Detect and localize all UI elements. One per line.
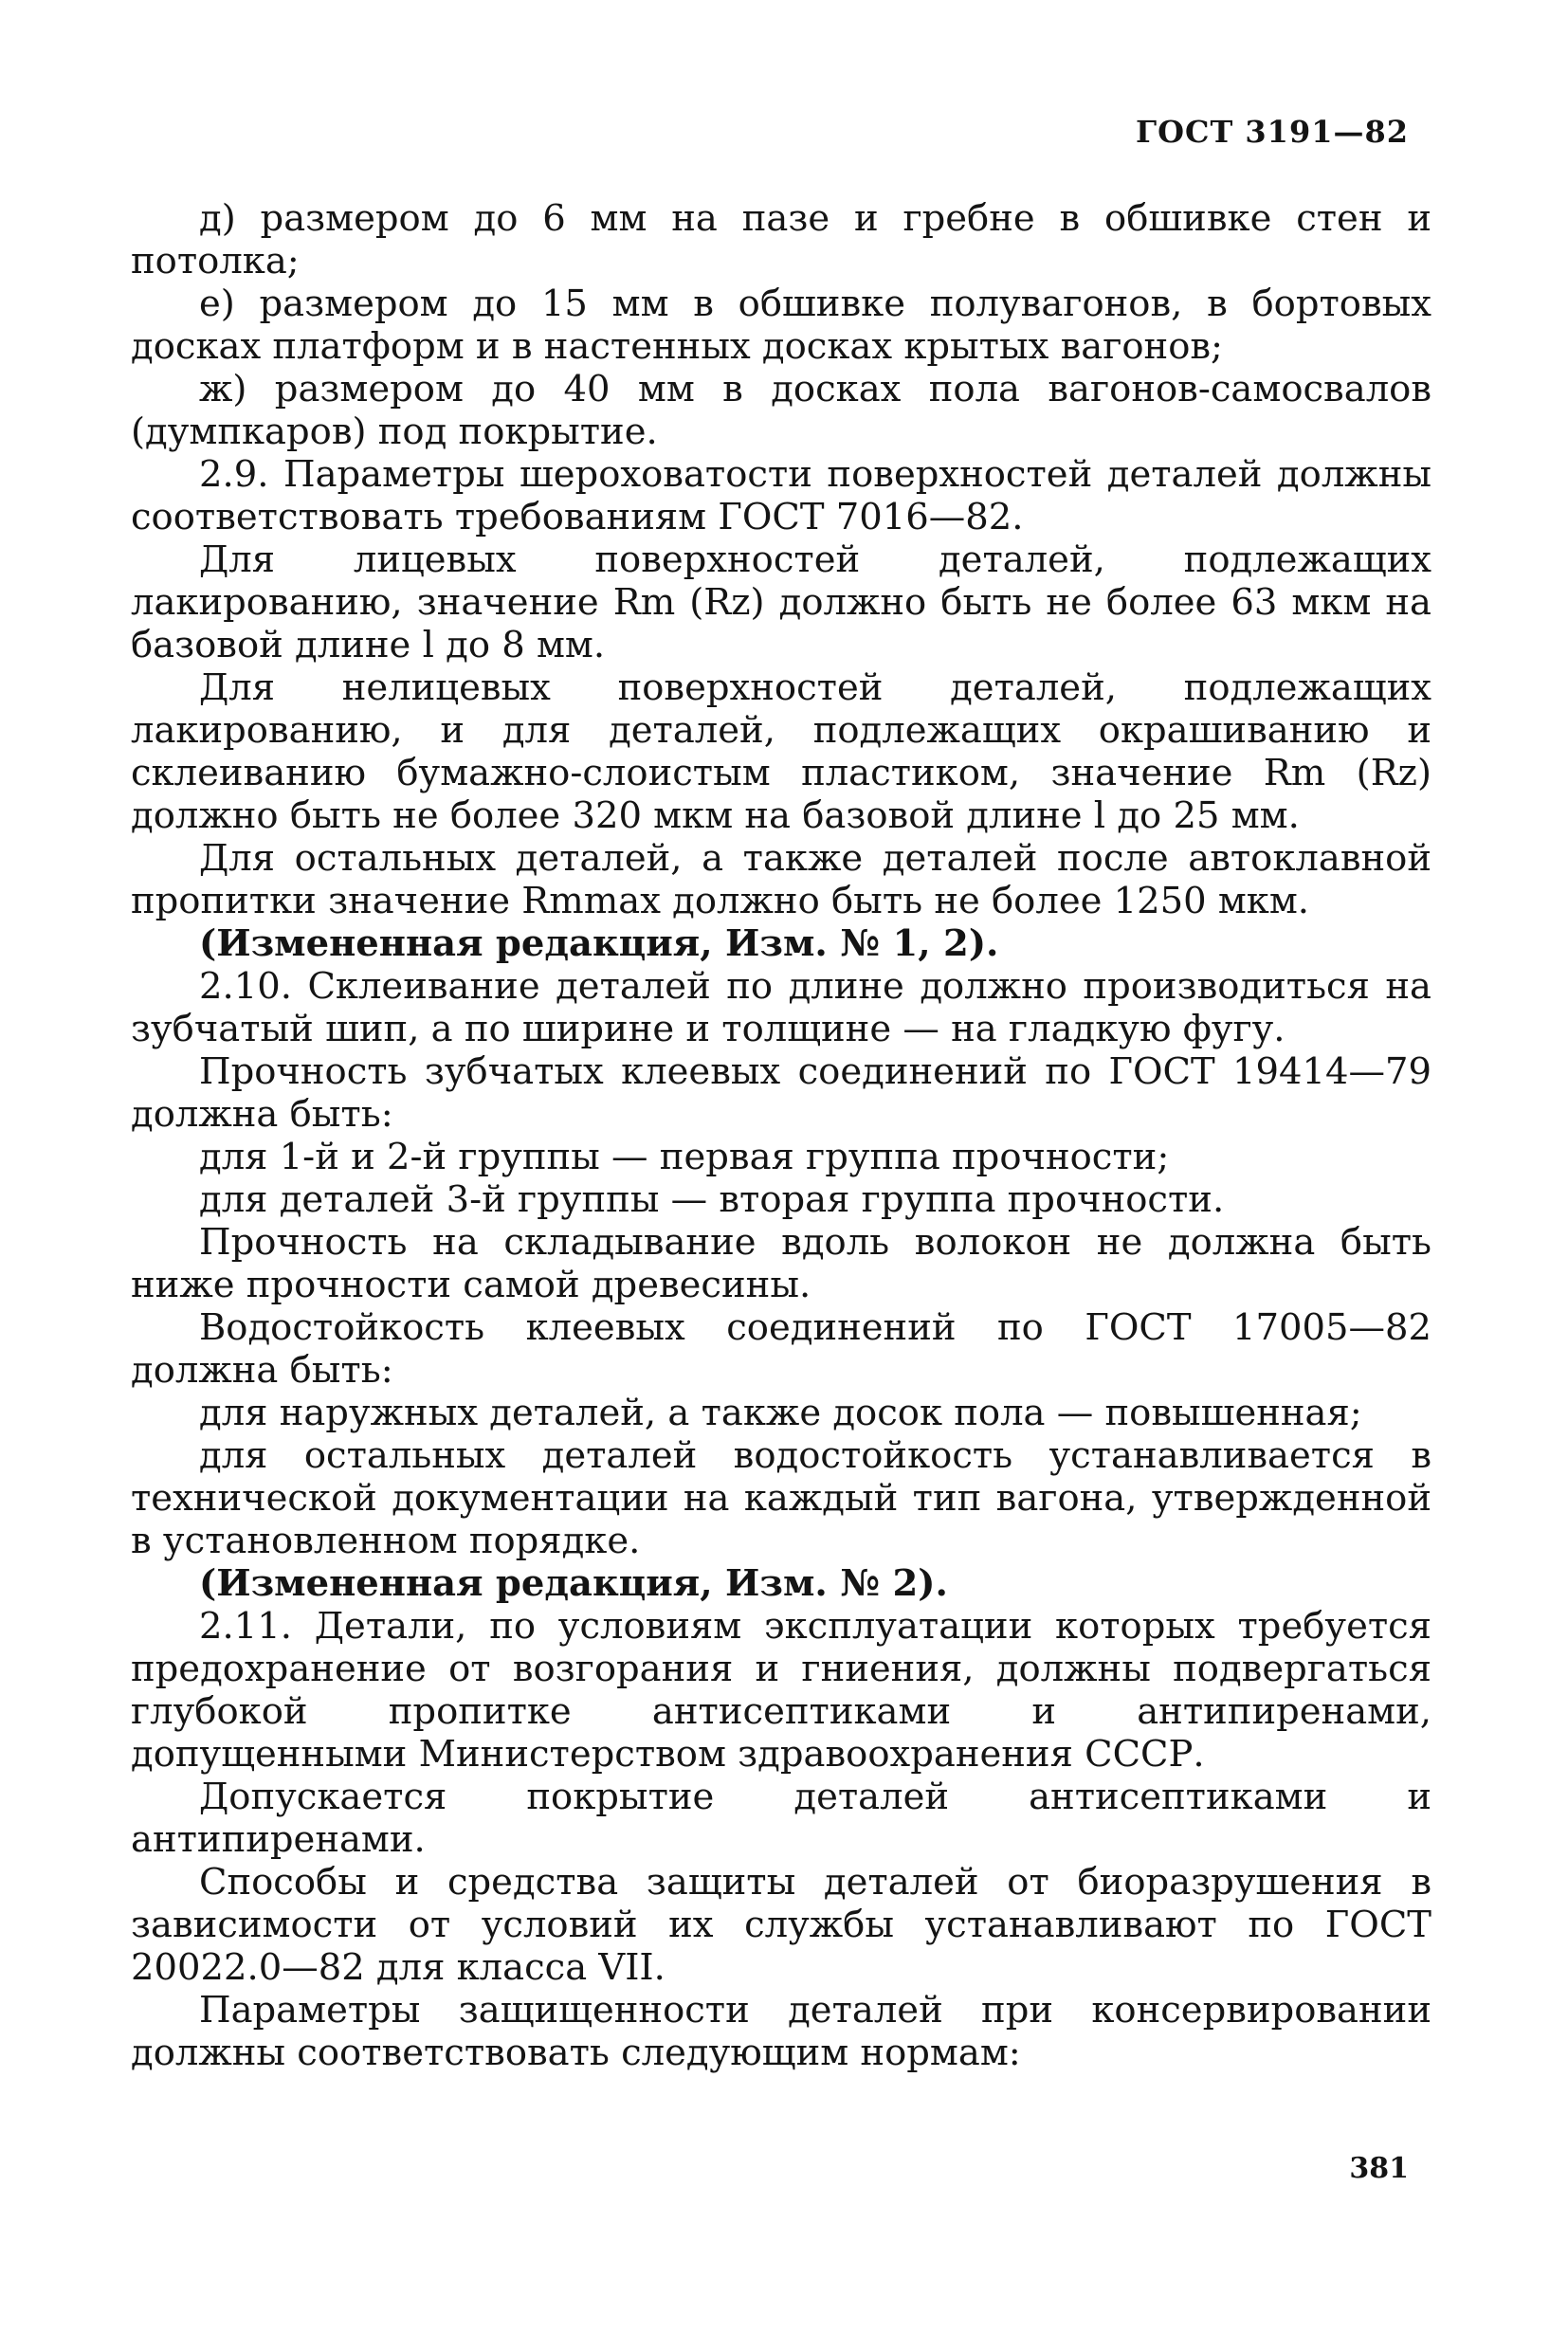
page-number: 381 [1349, 2152, 1409, 2185]
list-item-group-1-2: для 1-й и 2-й группы — первая группа прочности; [199, 1136, 1170, 1178]
paragraph-conservation-params: Параметры защищенности деталей при консервировании должны соответствовать следующим нормам: [131, 1989, 1431, 2074]
list-item-group-3: для деталей 3-й группы — вторая группа прочности. [199, 1178, 1225, 1221]
paragraph-2-9: 2.9. Параметры шероховатости поверхностей деталей должны соответствовать требованиям ГОСТ 7016—82. [131, 453, 1431, 538]
paragraph-2-11: 2.11. Детали, по условиям эксплуатации которых требуется предохранение от возгорания и гниения, должны подвергаться глубокой пропитке антисептиками и антипиренами, допущенными Министерством здравоохранения СССР. [131, 1605, 1431, 1776]
paragraph-fold-strength: Прочность на складывание вдоль волокон не должна быть ниже прочности самой древесины. [131, 1221, 1431, 1306]
list-item-other-parts: для остальных деталей водостойкость устанавливается в технической документации на каждый тип вагона, утвержденной в установленном порядке. [131, 1434, 1431, 1562]
paragraph-water-resistance: Водостойкость клеевых соединений по ГОСТ 17005—82 должна быть: [131, 1306, 1431, 1392]
paragraph-other-parts: Для остальных деталей, а также деталей после автоклавной пропитки значение Rmmax должно быть не более 1250 мкм. [131, 837, 1431, 922]
paragraph-non-face-surfaces: Для нелицевых поверхностей деталей, подлежащих лакированию, и для деталей, подлежащих окрашиванию и склеиванию бумажно-слоистым пластиком, значение Rm (Rz) должно быть не более 320 мкм на базовой длине l до 25 мм. [131, 666, 1431, 837]
document-body [131, 197, 1431, 2074]
paragraph-item-zh: ж) размером до 40 мм в досках пола вагонов-самосвалов (думпкаров) под покрытие. [131, 368, 1431, 453]
paragraph-2-10: 2.10. Склеивание деталей по длине должно производиться на зубчатый шип, а по ширине и толщине — на гладкую фугу. [131, 965, 1431, 1050]
paragraph-protection-methods: Способы и средства защиты деталей от биоразрушения в зависимости от условий их службы устанавливают по ГОСТ 20022.0—82 для класса VII. [131, 1861, 1431, 1989]
document-code-header: ГОСТ 3191—82 [1136, 114, 1409, 150]
amendment-note-2: (Измененная редакция, Изм. № 2). [199, 1562, 948, 1605]
paragraph-face-surfaces: Для лицевых поверхностей деталей, подлежащих лакированию, значение Rm (Rz) должно быть не более 63 мкм на базовой длине l до 8 мм. [131, 538, 1431, 666]
paragraph-joint-strength: Прочность зубчатых клеевых соединений по ГОСТ 19414—79 должна быть: [131, 1050, 1431, 1136]
amendment-note-1-2: (Измененная редакция, Изм. № 1, 2). [199, 922, 999, 965]
list-item-outer-parts: для наружных деталей, а также досок пола — повышенная; [199, 1392, 1362, 1434]
paragraph-item-d: д) размером до 6 мм на пазе и гребне в обшивке стен и потолка; [131, 197, 1431, 282]
paragraph-item-e: е) размером до 15 мм в обшивке полувагонов, в бортовых досках платформ и в настенных досках крытых вагонов; [131, 282, 1431, 368]
paragraph-coating-allowed: Допускается покрытие деталей антисептиками и антипиренами. [131, 1776, 1431, 1861]
